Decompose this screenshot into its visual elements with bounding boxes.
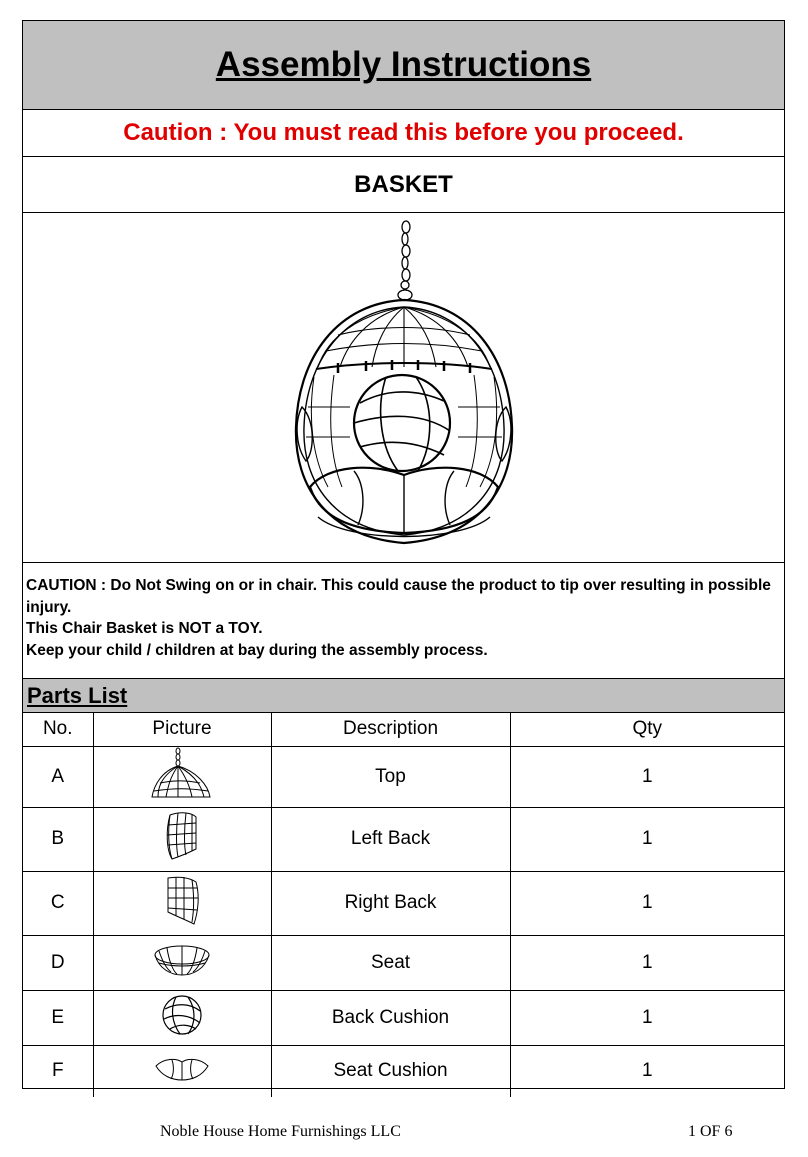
caution-banner [23,110,784,157]
warning-children: Keep your child / children at bay during the assembly process. [26,641,488,659]
column-header-picture: Picture [93,713,271,746]
hanging-basket-chair-icon [268,217,540,557]
part-picture [93,1045,271,1097]
footer-company: Noble House Home Furnishings LLC [160,1123,401,1140]
part-no: D [23,935,93,990]
parts-table-header [23,713,784,746]
part-qty: 1 [641,1060,653,1082]
part-picture [93,807,271,871]
part-no: B [23,807,93,871]
seat-cushion-icon [154,1054,210,1082]
caution-text: Caution : You must read this before you proceed. [123,119,684,146]
part-picture [93,746,271,807]
part-no: E [23,990,93,1045]
table-row [23,935,784,990]
part-description: Top [271,746,510,807]
part-picture [93,871,271,935]
product-illustration [23,213,784,563]
parts-list-heading [23,679,784,713]
seat-icon [153,943,211,977]
title-banner [23,21,784,110]
table-row [23,871,784,935]
warning-swing: CAUTION : Do Not Swing on or in chair. This could cause the product to tip over resulting in possible injury. [26,577,771,616]
part-description: Seat [271,935,510,990]
column-header-qty: Qty [510,713,784,746]
part-no: C [23,871,93,935]
safety-warning [23,563,784,679]
part-no: F [23,1045,93,1097]
product-name: BASKET [354,170,453,198]
column-header-description: Description [271,713,510,746]
page-title: Assembly Instructions [215,45,592,84]
part-qty: 1 [510,990,784,1045]
part-description: Seat Cushion [271,1045,510,1097]
part-description: Left Back [271,807,510,871]
product-banner [23,157,784,213]
parts-list-title: Parts List [27,682,128,708]
part-no: A [23,746,93,807]
table-row [23,746,784,807]
back-cushion-icon [160,993,204,1037]
basket-top-icon [150,747,214,801]
part-description: Back Cushion [271,990,510,1045]
warning-not-toy: This Chair Basket is NOT a TOY. [26,620,263,637]
part-picture [93,935,271,990]
parts-table [23,713,784,1097]
table-row [23,1045,784,1097]
left-back-icon [162,809,202,863]
part-qty: 1 [510,935,784,990]
column-header-no: No. [23,713,93,746]
instruction-sheet [22,20,785,1089]
part-picture [93,990,271,1045]
part-qty: 1 [510,871,784,935]
table-row [23,990,784,1045]
page-number: 1 OF 6 [688,1123,733,1140]
part-qty: 1 [510,746,784,807]
right-back-icon [162,872,202,928]
part-description: Right Back [271,871,510,935]
table-row [23,807,784,871]
part-qty: 1 [510,807,784,871]
